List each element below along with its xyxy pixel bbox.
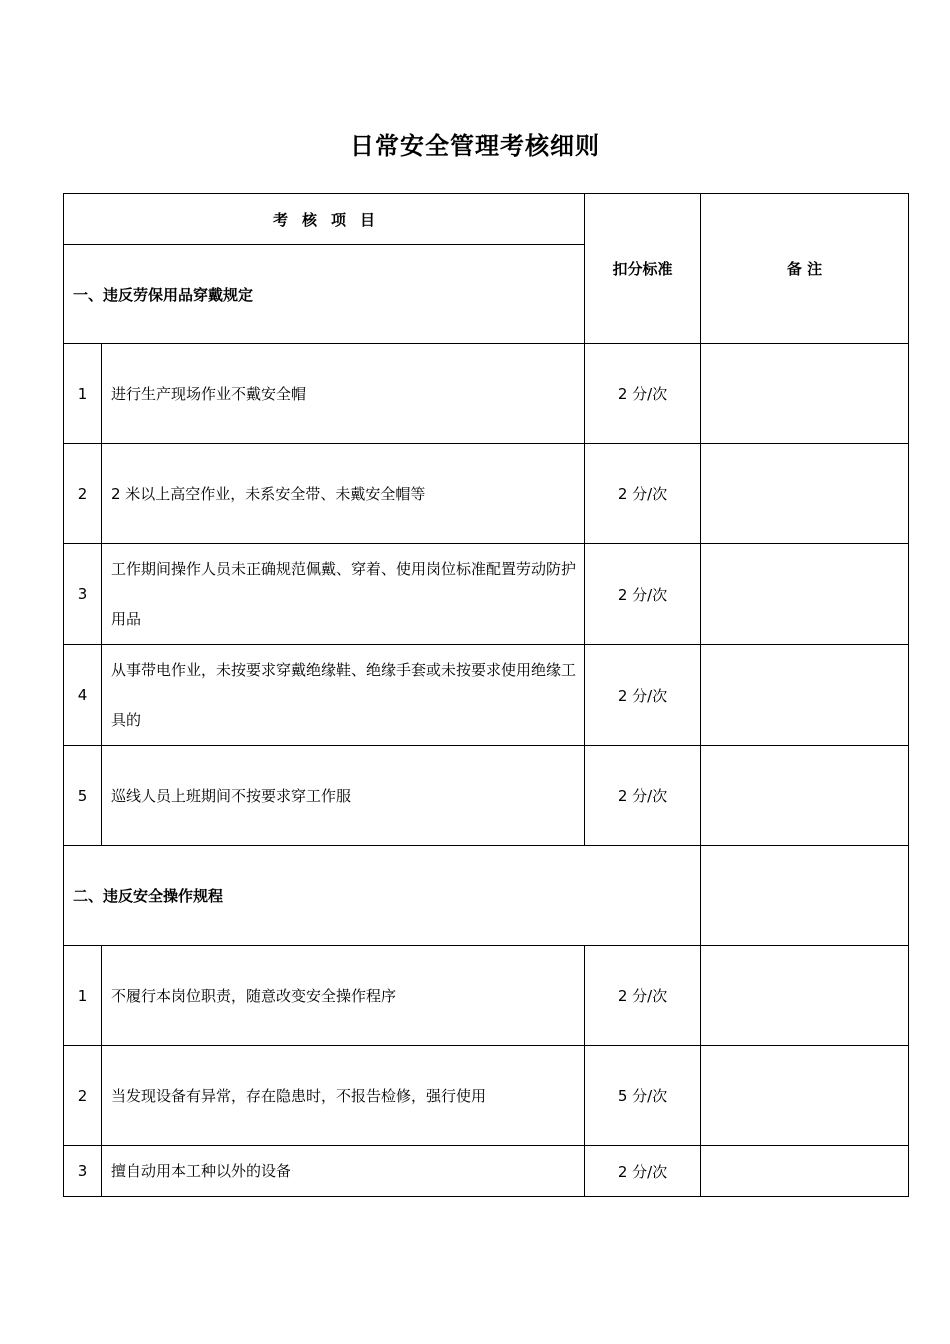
table-row <box>64 344 909 444</box>
page-title: 日常安全管理考核细则 <box>350 132 600 160</box>
row-description: 从事带电作业，未按要求穿戴绝缘鞋、绝缘手套或未按要求使用绝缘工具的 <box>102 645 585 746</box>
row-number: 4 <box>64 645 102 746</box>
table-row <box>64 746 909 846</box>
row-score: 5 分/次 <box>585 1046 701 1146</box>
row-score: 2 分/次 <box>585 444 701 544</box>
table-row <box>64 1146 909 1197</box>
table-row <box>64 946 909 1046</box>
row-number: 1 <box>64 946 102 1046</box>
row-description: 进行生产现场作业不戴安全帽 <box>102 344 585 444</box>
row-note <box>701 544 909 645</box>
section-heading: 二、违反安全操作规程 <box>64 846 701 946</box>
row-note <box>701 1146 909 1197</box>
header-item: 考核项目 <box>64 194 585 245</box>
row-note <box>701 645 909 746</box>
row-score: 2 分/次 <box>585 946 701 1046</box>
row-score: 2 分/次 <box>585 645 701 746</box>
table-row <box>64 544 909 645</box>
assessment-table <box>63 193 909 1197</box>
row-description: 巡线人员上班期间不按要求穿工作服 <box>102 746 585 846</box>
row-description: 2 米以上高空作业，未系安全带、未戴安全帽等 <box>102 444 585 544</box>
row-note <box>701 946 909 1046</box>
row-description: 不履行本岗位职责，随意改变安全操作程序 <box>102 946 585 1046</box>
row-score: 2 分/次 <box>585 344 701 444</box>
row-note <box>701 1046 909 1146</box>
row-score: 2 分/次 <box>585 746 701 846</box>
row-score: 2 分/次 <box>585 1146 701 1197</box>
header-note: 备 注 <box>701 194 909 344</box>
row-number: 2 <box>64 444 102 544</box>
row-description: 工作期间操作人员未正确规范佩戴、穿着、使用岗位标准配置劳动防护用品 <box>102 544 585 645</box>
row-score: 2 分/次 <box>585 544 701 645</box>
row-note <box>701 746 909 846</box>
section-note <box>701 846 909 946</box>
row-number: 5 <box>64 746 102 846</box>
row-description: 当发现设备有异常，存在隐患时，不报告检修，强行使用 <box>102 1046 585 1146</box>
table-row <box>64 1046 909 1146</box>
section-heading: 一、违反劳保用品穿戴规定 <box>64 245 585 344</box>
row-description: 擅自动用本工种以外的设备 <box>102 1146 585 1197</box>
row-note <box>701 344 909 444</box>
row-number: 3 <box>64 544 102 645</box>
table-row <box>64 444 909 544</box>
row-number: 2 <box>64 1046 102 1146</box>
table-row <box>64 645 909 746</box>
row-number: 3 <box>64 1146 102 1197</box>
header-standard: 扣分标准 <box>585 194 701 344</box>
row-note <box>701 444 909 544</box>
row-number: 1 <box>64 344 102 444</box>
